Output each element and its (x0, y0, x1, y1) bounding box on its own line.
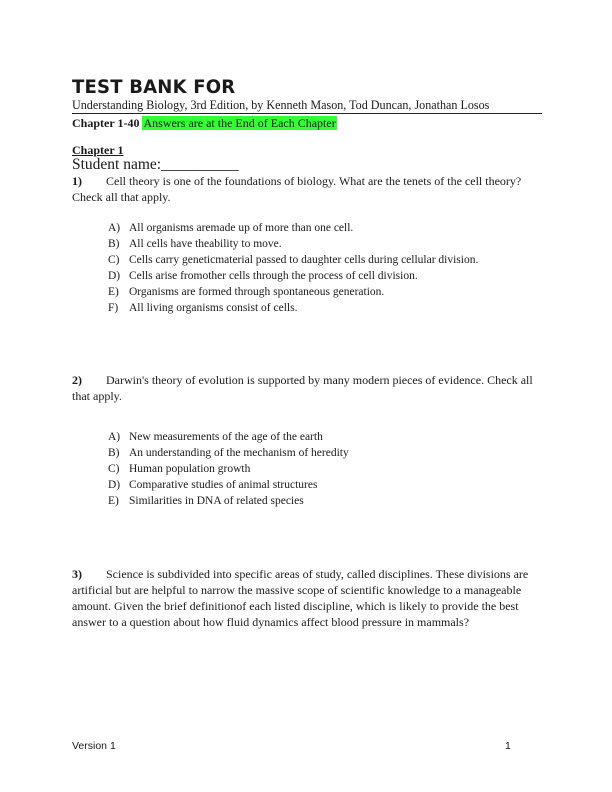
option-letter: A) (108, 431, 121, 443)
option-text: All living organisms consist of cells. (129, 302, 298, 314)
option-letter: F) (108, 302, 119, 314)
option-letter: B) (108, 447, 120, 459)
option-text: Similarities in DNA of related species (129, 495, 304, 507)
option-a (108, 429, 349, 445)
option-letter: D) (108, 479, 121, 491)
question-number: 3) (72, 567, 82, 581)
chapter-heading: Chapter 1 (72, 143, 124, 157)
question-1-options (108, 220, 478, 316)
question-text: Darwin's theory of evolution is supported by many modern pieces of evidence. Check all that apply. (72, 373, 533, 403)
option-text: All organisms aremade up of more than one cell. (129, 222, 354, 234)
book-citation: Understanding Biology, 3rd Edition, by Kenneth Mason, Tod Duncan, Jonathan Losos (72, 98, 490, 112)
option-letter: C) (108, 254, 120, 266)
question-2 (72, 372, 540, 404)
option-c (108, 252, 478, 268)
question-text: Science is subdivided into specific areas of study, called disciplines. These divisions are artificial but are helpful to narrow the massive scope of scientific knowledge to a manageable amount. Given the brief definitionof each listed discipline, which is likely to provide the best answer to a question about how fluid dynamics affect blood pressure in mammals? (72, 567, 529, 629)
question-3 (72, 566, 540, 630)
option-f (108, 300, 478, 316)
student-name-field: Student name:__________ (72, 156, 239, 173)
option-d (108, 477, 349, 493)
question-1 (72, 173, 540, 205)
option-text: New measurements of the age of the earth (129, 431, 323, 443)
option-text: Cells carry geneticmaterial passed to daughter cells during cellular division. (129, 254, 479, 266)
option-text: Comparative studies of animal structures (129, 479, 318, 491)
option-c (108, 461, 349, 477)
chapter-range: Chapter 1-40 (72, 116, 140, 130)
option-letter: A) (108, 222, 121, 234)
option-e (108, 493, 349, 509)
option-letter: E) (108, 495, 119, 507)
question-2-options (108, 429, 349, 509)
chapter-range-line (72, 116, 337, 130)
footer-version: Version 1 (72, 740, 116, 752)
option-letter: B) (108, 238, 120, 250)
option-text: Cells arise fromother cells through the process of cell division. (129, 270, 418, 282)
option-letter: D) (108, 270, 121, 282)
option-text: An understanding of the mechanism of heredity (129, 447, 349, 459)
answers-note-highlight: Answers are at the End of Each Chapter (143, 116, 336, 130)
option-letter: C) (108, 463, 120, 475)
option-text: Organisms are formed through spontaneous generation. (129, 286, 385, 298)
question-number: 2) (72, 373, 82, 387)
question-number: 1) (72, 174, 82, 188)
footer-page-number: 1 (505, 740, 511, 752)
option-e (108, 284, 478, 300)
option-text: All cells have theability to move. (129, 238, 282, 250)
option-text: Human population growth (129, 463, 251, 475)
option-d (108, 268, 478, 284)
document-title: TEST BANK FOR (72, 76, 236, 98)
option-b (108, 445, 349, 461)
option-b (108, 236, 478, 252)
header-divider (72, 113, 542, 114)
question-text: Cell theory is one of the foundations of biology. What are the tenets of the cell theory? Check all that apply. (72, 174, 522, 204)
option-a (108, 220, 478, 236)
option-letter: E) (108, 286, 119, 298)
